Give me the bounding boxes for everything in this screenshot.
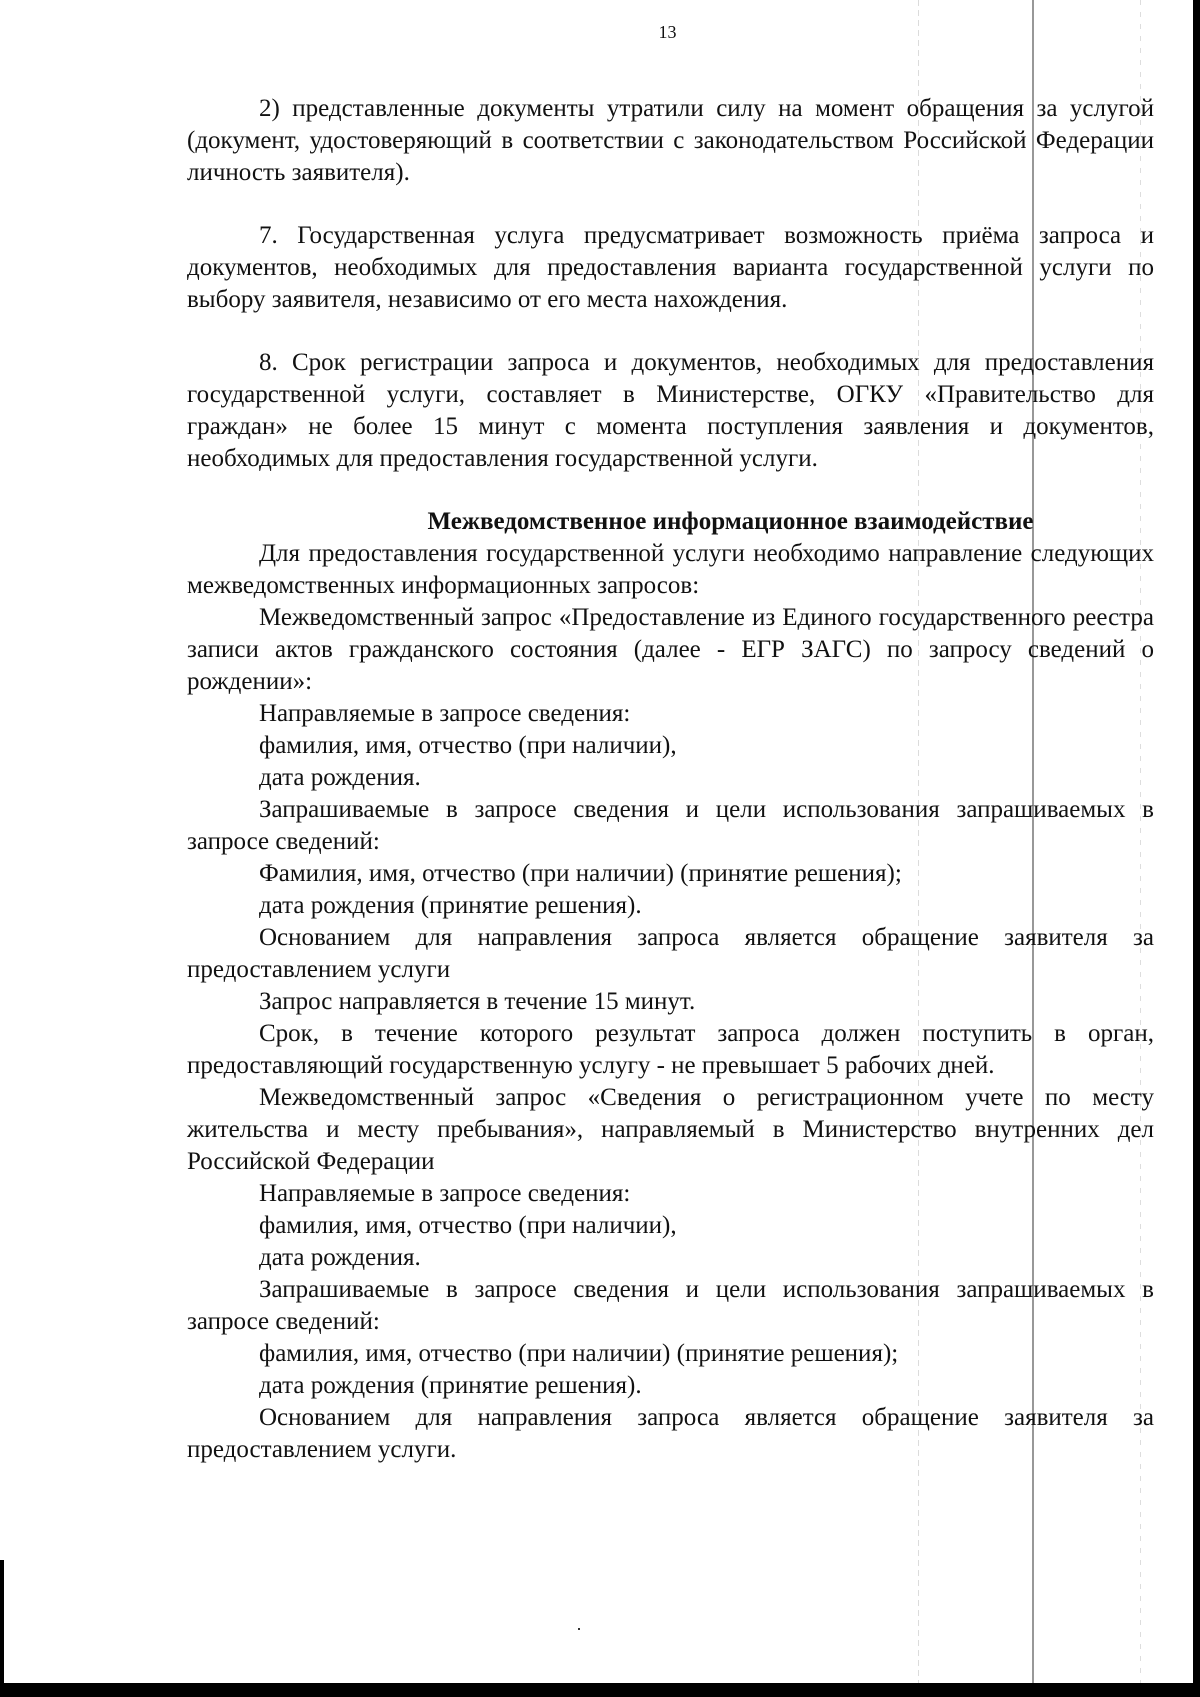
request1-title: Межведомственный запрос «Предоставление из Единого государственного реестра записи актов гражданского состояния (далее - ЕГР ЗАГС) по запросу сведений о рождении»:: [187, 604, 1154, 695]
request2-requested-label: Запрашиваемые в запросе сведения и цели использования запрашиваемых в запросе сведений:: [187, 1276, 1154, 1335]
scan-border-left: [0, 1560, 4, 1697]
scan-border-right: [1193, 0, 1200, 1697]
request1-requested-item: Фамилия, имя, отчество (при наличии) (принятие решения);: [259, 860, 902, 887]
request2-title: Межведомственный запрос «Сведения о регистрационном учете по месту жительства и месту пребывания», направляемый в Министерство внутренних дел Российской Федерации: [187, 1084, 1154, 1175]
request2-sent-label: Направляемые в запросе сведения:: [259, 1180, 631, 1207]
section-heading: Межведомственное информационное взаимодействие: [427, 508, 1034, 535]
request1-sent-item: фамилия, имя, отчество (при наличии),: [259, 732, 677, 759]
request1-sent-item: дата рождения.: [259, 764, 421, 791]
request2-sent-item: дата рождения.: [259, 1244, 421, 1271]
request2-requested-item: дата рождения (принятие решения).: [259, 1372, 642, 1399]
request2-basis: Основанием для направления запроса является обращение заявителя за предоставлением услуги.: [187, 1404, 1154, 1463]
request1-timing: Запрос направляется в течение 15 минут.: [259, 988, 696, 1015]
request2-sent-item: фамилия, имя, отчество (при наличии),: [259, 1212, 677, 1239]
request1-requested-label: Запрашиваемые в запросе сведения и цели использования запрашиваемых в запросе сведений:: [187, 796, 1154, 855]
paragraph-8: 8. Срок регистрации запроса и документов, необходимых для предоставления государственной услуги, составляет в Министерстве, ОГКУ «Правительство для граждан» не более 15 минут с момента поступления заявления и документов, необходимых для предоставления государственной услуги.: [187, 349, 1154, 472]
paragraph-7: 7. Государственная услуга предусматривает возможность приёма запроса и документов, необходимых для предоставления варианта государственной услуги по выбору заявителя, независимо от его места нахождения.: [187, 222, 1154, 313]
request1-requested-item: дата рождения (принятие решения).: [259, 892, 642, 919]
request1-sent-label: Направляемые в запросе сведения:: [259, 700, 631, 727]
paragraph-item-2: 2) представленные документы утратили силу на момент обращения за услугой (документ, удостоверяющий в соответствии с законодательством Российской Федерации личность заявителя).: [187, 95, 1154, 186]
request1-deadline: Срок, в течение которого результат запроса должен поступить в орган, предоставляющий государственную услугу - не превышает 5 рабочих дней.: [187, 1020, 1154, 1079]
page-number: 13: [658, 22, 677, 42]
section-intro: Для предоставления государственной услуги необходимо направление следующих межведомственных информационных запросов:: [187, 540, 1154, 599]
scan-speck: [578, 1628, 580, 1630]
request2-requested-item: фамилия, имя, отчество (при наличии) (принятие решения);: [259, 1340, 899, 1367]
request1-basis: Основанием для направления запроса является обращение заявителя за предоставлением услуги: [187, 924, 1154, 983]
document-body: [187, 93, 1154, 1466]
scan-border-bottom: [0, 1683, 1200, 1697]
